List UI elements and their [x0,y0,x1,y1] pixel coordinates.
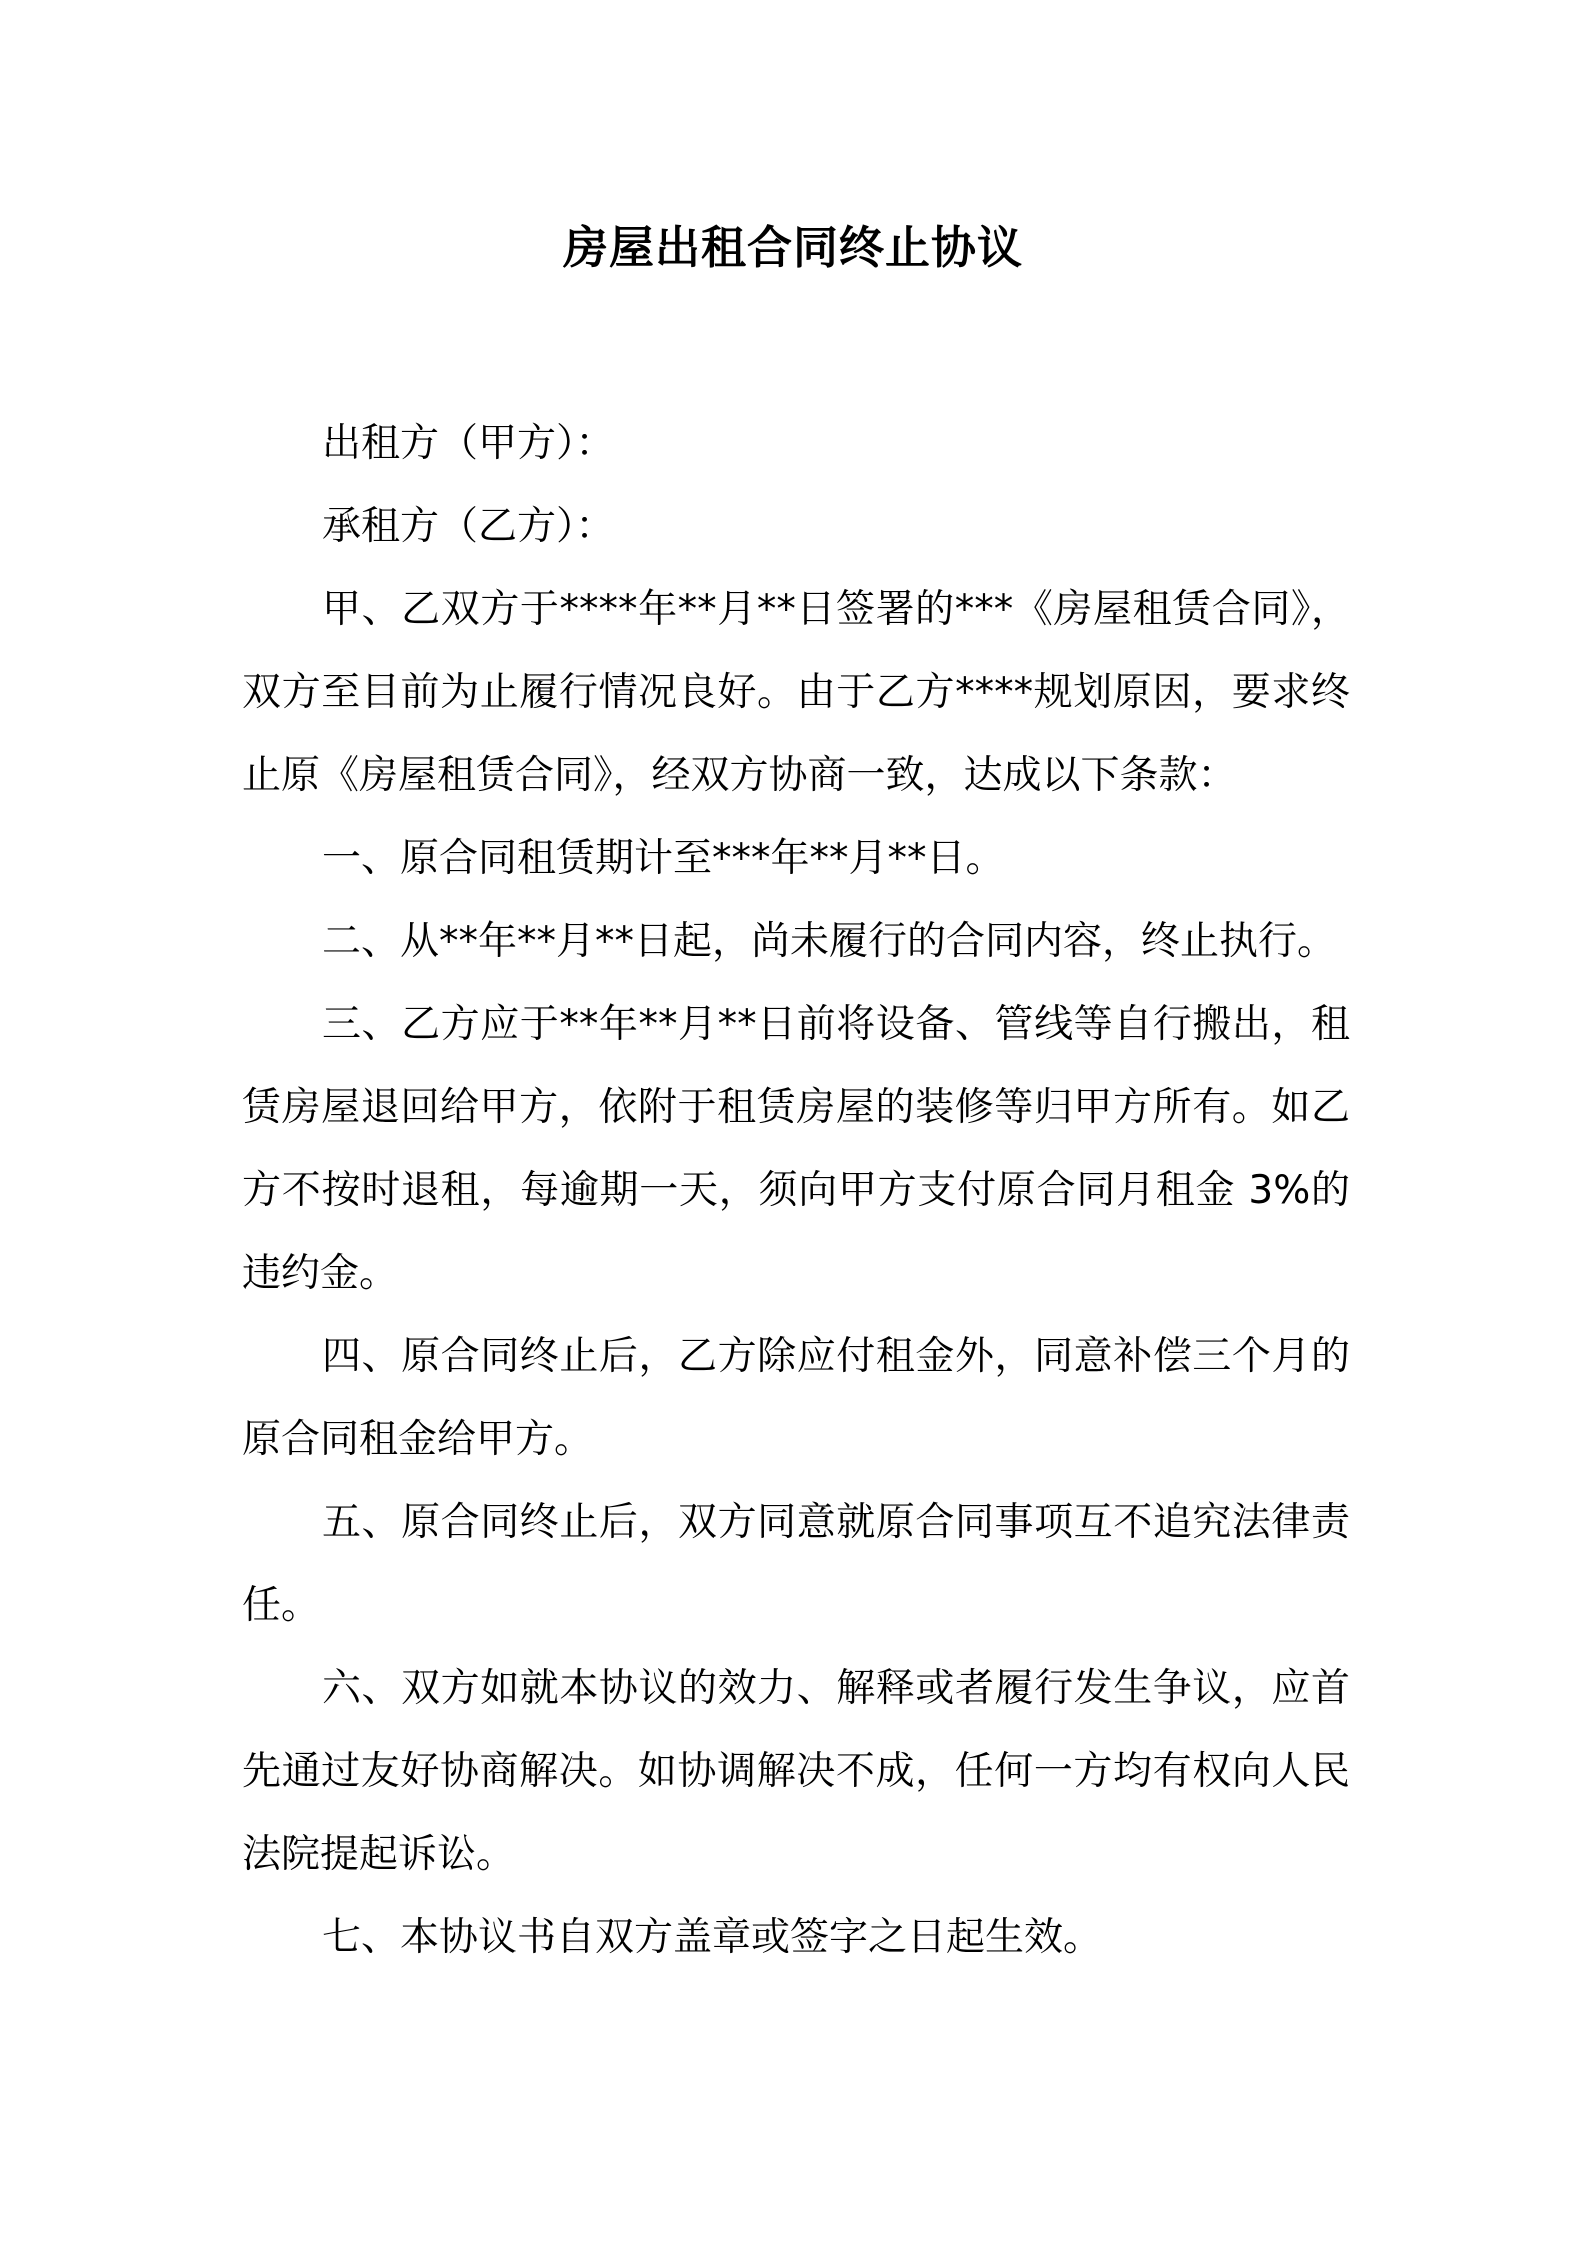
clause-6: 六、双方如就本协议的效力、解释或者履行发生争议，应首先通过友好协商解决。如协调解决不成，任何一方均有权向人民法院提起诉讼。 [242,1666,1350,1877]
clause-2: 二、从**年**月**日起，尚未履行的合同内容，终止执行。 [322,919,1337,964]
intro-paragraph: 甲、乙双方于****年**月**日签署的***《房屋租赁合同》，双方至目前为止履行情况良好。由于乙方****规划原因，要求终止原《房屋租赁合同》，经双方协商一致，达成以下条款： [242,587,1350,798]
clause-4: 四、原合同终止后，乙方除应付租金外，同意补偿三个月的原合同租金给甲方。 [242,1334,1350,1462]
lessee-line: 承租方（乙方）： [322,504,615,549]
document-title: 房屋出租合同终止协议 [562,221,1023,274]
clause-3: 三、乙方应于**年**月**日前将设备、管线等自行搬出，租赁房屋退回给甲方，依附于租赁房屋的装修等归甲方所有。如乙方不按时退租，每逾期一天，须向甲方支付原合同月租金 3%的违约金。 [242,1002,1350,1296]
clause-7: 七、本协议书自双方盖章或签字之日起生效。 [322,1915,1103,1960]
clause-1: 一、原合同租赁期计至***年**月**日。 [322,836,1005,881]
clause-5: 五、原合同终止后，双方同意就原合同事项互不追究法律责任。 [242,1500,1350,1628]
document-body [242,402,1350,1979]
lessor-line: 出租方（甲方）： [322,421,615,466]
